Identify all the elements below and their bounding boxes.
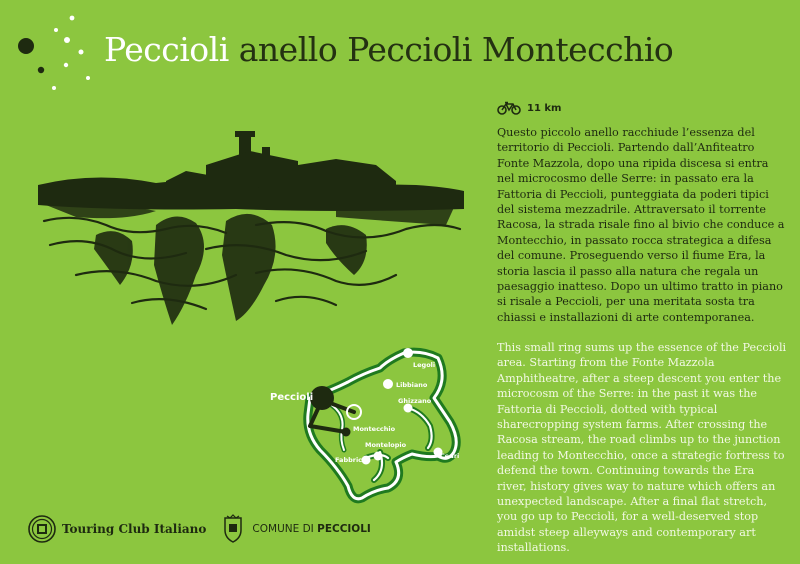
map-label-montelopio: Montelopio [365,441,407,449]
page-title [104,30,673,69]
map-label-montecchio: Montecchio [353,425,396,433]
comune-name [252,523,370,535]
map-label-legoli: Legoli [413,361,436,369]
footer-logos [28,512,388,546]
map-label-libbiano: Libbiano [396,381,428,389]
description-english: This small ring sums up the essence of the Peccioli area. Starting from the Fonte Mazzola Amphitheatre, after a steep descent you enter the microcosm of the Serre: in the past it was the Fattoria di Peccioli, dotted with typical sharecropping system farms. After crossing the Racosa stream, the road climbs up to the junction leading to Montecchio, once a strategic fortress to defend the town. Continuing towards the Era river, history gives way to nature which offers an unexpected landscape. After a final flat stretch, you go up to Peccioli, for a well-deserved stop amidst steep alleyways and contemporary art installations. [497,341,787,555]
decorative-dots [0,0,110,110]
map-label-fabbrica: Fabbrica [335,456,367,464]
touring-club-name: Touring Club Italiano [62,522,207,536]
route-map [262,340,477,515]
bicycle-icon [497,101,521,115]
comune-prefix: COMUNE DI [252,523,314,535]
comune-crest-icon [220,514,246,544]
map-label-ghizzano: Ghizzano [398,397,432,405]
route-distance [497,101,561,115]
touring-club-badge-icon [28,515,56,543]
comune-town: PECCIOLI [317,523,371,535]
title-place: Peccioli [104,30,229,69]
map-label-peccioli: Peccioli [270,392,314,403]
title-route: anello Peccioli Montecchio [238,30,674,69]
village-sketch-illustration [36,125,466,335]
description-italian: Questo piccolo anello racchiude l’essenza del territorio di Peccioli. Partendo dall’Anfiteatro Fonte Mazzola, dopo una ripida discesa si entra nel microcosmo delle Serre: in passato era la Fattoria di Peccioli, punteggiata da poderi tipici del sistema mezzadrile. Attraversato il torrente Racosa, la strada risale fino al bivio che conduce a Montecchio, in passato rocca strategica a difesa del comune. Proseguendo verso il fiume Era, la storia lascia il passo alla natura che regala un paesaggio inatteso. Dopo un ultimo tratto in piano si risale a Peccioli, per una meritata sosta tra chiassi e installazioni di arte contemporanea. [497,126,785,324]
distance-value: 11 km [527,102,562,114]
map-label-cedri: Cedri [440,452,460,460]
